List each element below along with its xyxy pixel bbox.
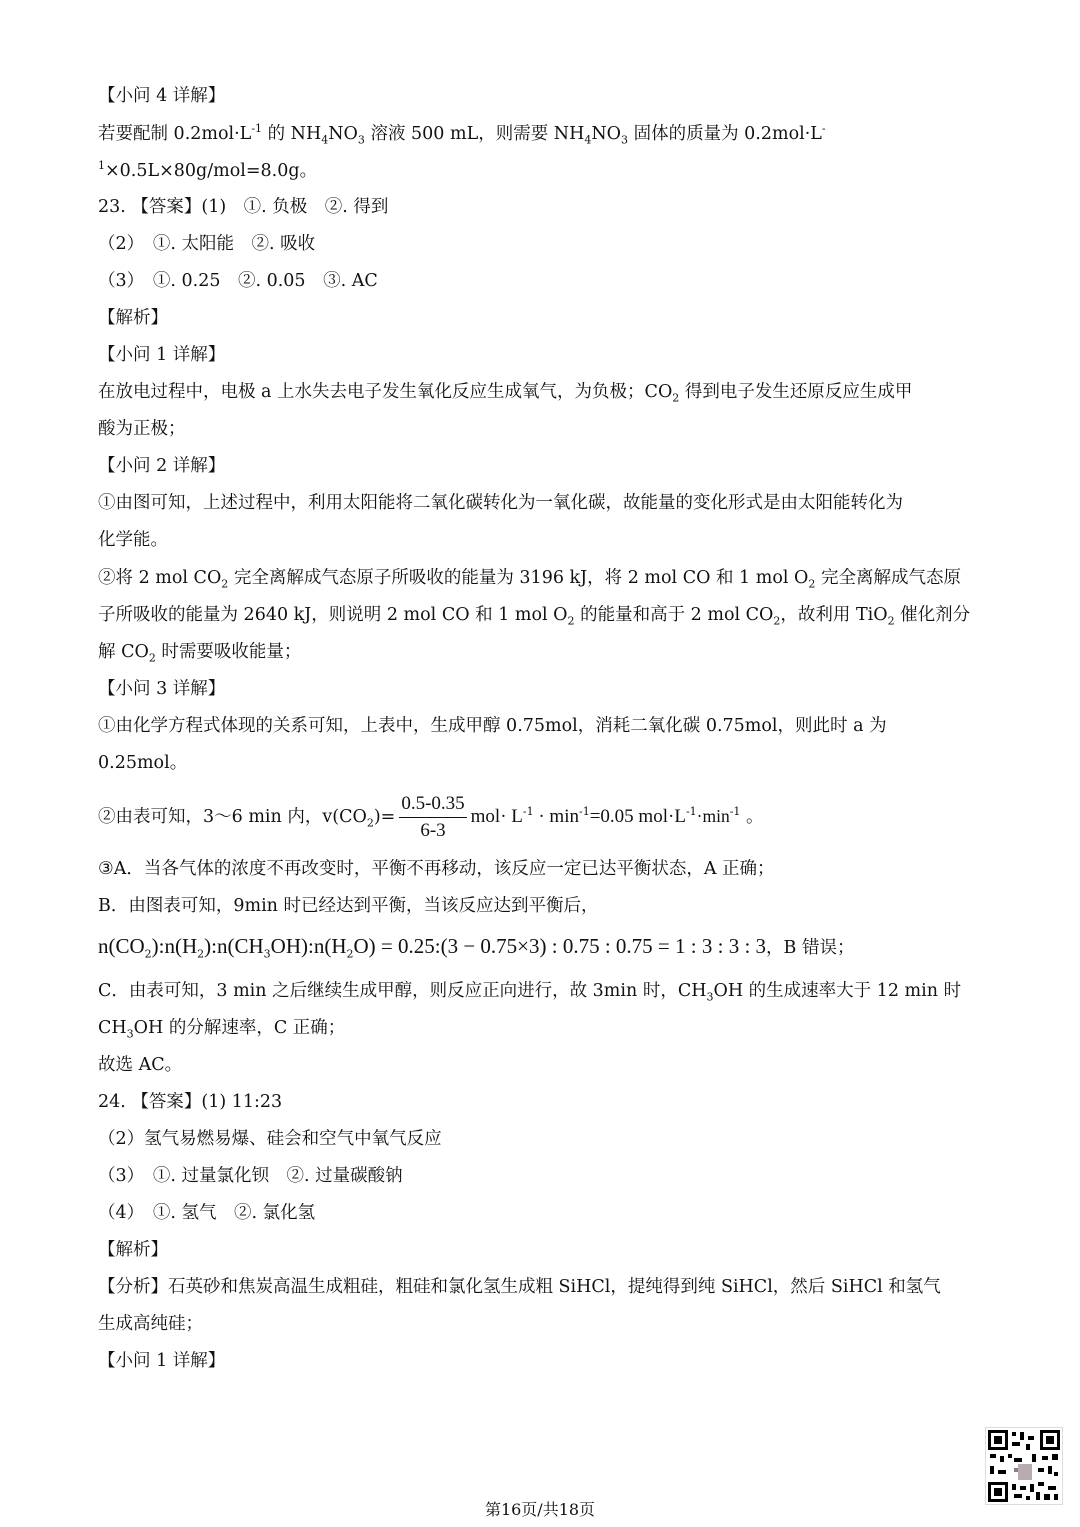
section-heading-q2: 【小问 2 详解】	[98, 456, 226, 476]
paragraph-line: 化学能。	[98, 530, 168, 550]
paragraph-line: 若要配制 $0.2mol\cdot L^{-1}$ 的 $NH_4NO_3$ 溶液 500 mL，则需要 $NH_4NO_3$ 固体的质量为 0.2mol·L-	[98, 122, 826, 147]
answer-line: （3） ①. 过量氯化钡 ②. 过量碳酸钠	[98, 1166, 403, 1186]
paragraph-line: $CH_3OH$ 的分解速率，C 正确；	[98, 1018, 346, 1041]
section-heading-q1: 【小问 1 详解】	[98, 1351, 226, 1371]
paragraph-line: C．由表可知，3 min 之后继续生成甲醇，则反应正向进行，故 3min 时，$CH_3OH$ 的生成速率大于 12 min 时	[98, 981, 962, 1004]
answer-line: （4） ①. 氢气 ②. 氯化氢	[98, 1203, 316, 1223]
fraction: $\frac{0.5-0.35}{6-3}$	[401, 793, 465, 841]
paragraph-line: 生成高纯硅；	[98, 1314, 203, 1334]
paragraph-line: 0.25mol。	[98, 753, 188, 773]
paragraph-line: 在放电过程中，电极 a 上水失去电子发生氧化反应生成氧气，为负极；$CO_2$ 得到电子发生还原反应生成甲	[98, 382, 913, 405]
analysis-heading: 【解析】	[98, 308, 168, 328]
paragraph-line: 故选 AC。	[98, 1055, 183, 1075]
answer-line: （2） ①. 太阳能 ②. 吸收	[98, 234, 316, 254]
analysis-heading: 【解析】	[98, 1240, 168, 1260]
paragraph-line: B．由图表可知，9min 时已经达到平衡，当该反应达到平衡后，	[98, 896, 599, 916]
page-footer	[0, 1500, 1080, 1520]
formula-rate-line: ②由表可知，3～6 min 内，$v(CO_2)=$ $\frac{0.5-0.35}{6-3}$ $mol\cdot L^{-1} \cdot \min^{-1}=0.05$ $mol\cdot L^{-1}\cdot\min^{-1}$ 。	[98, 788, 764, 844]
paragraph-line: ③A．当各气体的浓度不再改变时，平衡不再移动，该反应一定已达平衡状态，A 正确；	[98, 859, 775, 879]
paragraph-line: $^1$×0.5L×80g/mol=8.0g。	[98, 159, 318, 181]
paragraph-line: 解 $CO_2$ 时需要吸收能量；	[98, 642, 302, 665]
paragraph-line: 酸为正极；	[98, 419, 186, 439]
section-heading-q3: 【小问 3 详解】	[98, 679, 226, 699]
answer-line: （2）氢气易燃易爆、硅会和空气中氧气反应	[98, 1129, 442, 1149]
answer-line: （3） ①. 0.25 ②. 0.05 ③. AC	[98, 271, 378, 291]
section-heading-q4: 【小问 4 详解】	[98, 86, 226, 106]
paragraph-line: ①由化学方程式体现的关系可知，上表中，生成甲醇 0.75mol，消耗二氧化碳 0.75mol，则此时 a 为	[98, 716, 887, 736]
formula-ratio-line: $n(CO_2):n(H_2):n(CH_3OH):n(H_2O)$ = 0.25:(3 − 0.75×3) : 0.75 : 0.75 = 1 : 3 : 3 : 3，B 错误；	[98, 934, 855, 961]
section-heading-q1: 【小问 1 详解】	[98, 345, 226, 365]
page-number: 第16页/共18页	[484, 1500, 596, 1519]
paragraph-line: 子所吸收的能量为 2640 kJ，则说明 2 mol CO 和 1 mol $O_2$ 的能量和高于 2 mol $CO_2$，故利用 TiO$_2$ 催化剂分	[98, 605, 971, 628]
qr-code-icon	[985, 1427, 1063, 1505]
paragraph-line: ①由图可知，上述过程中，利用太阳能将二氧化碳转化为一氧化碳，故能量的变化形式是由太阳能转化为	[98, 493, 903, 513]
answer-23: 23. 【答案】(1) ①. 负极 ②. 得到	[98, 197, 389, 217]
paragraph-line: 【分析】石英砂和焦炭高温生成粗硅，粗硅和氯化氢生成粗 SiHCl，提纯得到纯 SiHCl，然后 SiHCl 和氢气	[98, 1277, 941, 1297]
answer-24: 24. 【答案】(1) 11:23	[98, 1092, 283, 1112]
paragraph-line: ②将 2 mol $CO_2$ 完全离解成气态原子所吸收的能量为 3196 kJ，将 2 mol CO 和 1 mol $O_2$ 完全离解成气态原	[98, 568, 961, 591]
